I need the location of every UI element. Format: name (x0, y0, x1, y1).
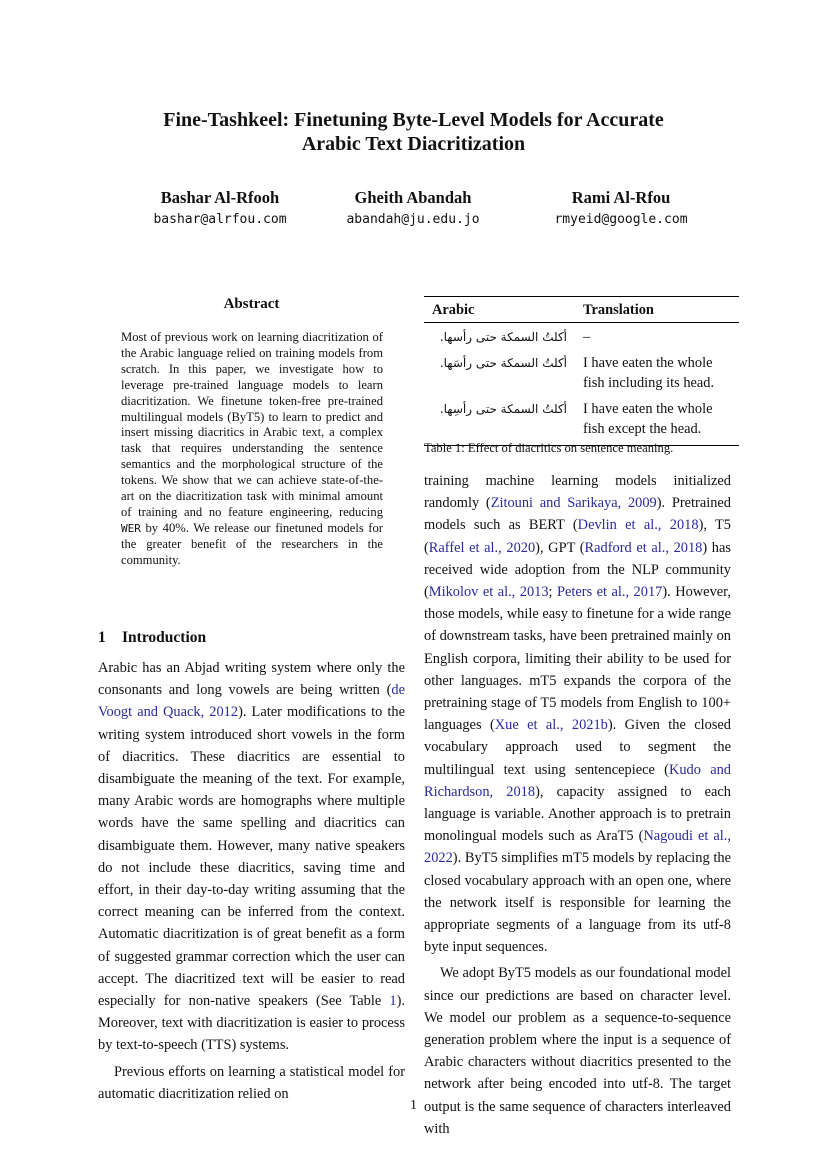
paper-title (60, 108, 767, 156)
citation-link[interactable]: Kudo and Richardson, 2018 (424, 761, 731, 800)
text-run: ). Later modifications to the writing system introduced short vowels in the form of diacritics. These diacritics are essential to disambiguate the meaning of the text. For example, many Arabic words are homographs where multiple words have the same spelling and diacritics can disambiguate them. However, many native speakers do not include these diacritics, saving time and effort, in their day-to-day writing assuming that the correct meaning can be inferred from the context. Automatic diacritization is of great benefit as a form of suggested grammar correction which the user can accept. The diacritized text will be easier to read especially for non-native speakers (See Table (98, 704, 405, 1010)
table-header-row (424, 297, 739, 323)
abstract-text-part: Most of previous work on learning diacritization of the Arabic language relied on training models from scratch. In this paper, we investigate how to leverage pre-trained language models to learn diacritization. We finetune token-free pre-trained multilingual models (ByT5) to learn to predict and insert missing diacritics in Arabic text, a complex task that requires understanding the sentence semantics and the morphological structure of the tokens. We show that we can achieve state-of-the-art on the diacritization task with minimal amount of training and no feature engineering, reducing (121, 330, 383, 519)
text-run: ). ByT5 simplifies mT5 models by replacing the closed vocabulary approach with an open one, where the network itself is responsible for learning the appropriate segments of a language from its utf-8 byte input sequences. (424, 850, 731, 956)
page-number: 1 (410, 1098, 417, 1113)
citation-link[interactable]: de Voogt and Quack, 2012 (98, 682, 405, 721)
paper-title-line2: Arabic Text Diacritization (301, 133, 526, 155)
wer-token: WER (121, 521, 141, 535)
author-2 (313, 187, 513, 231)
citation-link[interactable]: Raffel et al., 2020 (428, 539, 536, 556)
author-name: Gheith Abandah (354, 188, 472, 207)
arabic-cell: أكلتُ السمكة حتى رأسِها. (424, 395, 575, 446)
citation-link[interactable]: Nagoudi et al., 2022 (424, 828, 731, 867)
author-3 (521, 187, 721, 231)
author-email: rmyeid@google.com (554, 212, 688, 227)
text-run: training machine learning models initialized randomly ( (424, 473, 731, 512)
left-column-body (98, 657, 405, 1105)
table-header-arabic: Arabic (424, 297, 575, 323)
section-number: 1 (98, 629, 106, 646)
text-run: ), T5 ( (424, 517, 731, 556)
right-paragraph-1 (424, 470, 731, 958)
author-name: Rami Al-Rfou (571, 188, 671, 207)
text-run: ). Pretrained models such as BERT ( (424, 495, 732, 534)
table-caption: Table 1: Effect of diacritics on sentence meaning. (424, 441, 674, 455)
text-run: ), capacity assigned to each language is variable. Another approach is to pretrain monolingual models such as AraT5 ( (424, 783, 732, 845)
translation-cell: I have eaten the whole fish except the head. (575, 395, 739, 446)
citation-link[interactable]: Mikolov et al., 2013 (428, 584, 549, 601)
text-run: ) has received wide adoption from the NLP community ( (424, 539, 731, 601)
paper-title-line1: Fine-Tashkeel: Finetuning Byte-Level Models for Accurate (163, 109, 664, 131)
citation-link[interactable]: Devlin et al., 2018 (577, 517, 699, 534)
translation-cell: I have eaten the whole fish including its head. (583, 355, 715, 391)
intro-paragraph-1 (98, 657, 405, 1057)
text-run: ), GPT ( (535, 539, 585, 556)
citation-link[interactable]: Zitouni and Sarikaya, 2009 (490, 495, 657, 512)
translation-cell: – (583, 329, 591, 345)
arabic-cell: أكلتُ السمكة حتى رأسَها. (439, 356, 567, 370)
text-run: ). Moreover, text with diacritization is easier to process by text-to-speech (TTS) systems. (98, 993, 405, 1054)
table-row (424, 323, 739, 350)
citation-link[interactable]: Peters et al., 2017 (557, 584, 663, 601)
abstract-text (121, 330, 383, 569)
table-ref-link[interactable]: 1 (389, 993, 397, 1010)
right-paragraph-2: We adopt ByT5 models as our foundational model since our predictions are based on character level. We model our problem as a sequence-to-sequence generation problem where the input is a sequence of Arabic characters without diacritics presented to the network after being encoded into utf-8. The target output is the same sequence of characters interleaved with (424, 965, 731, 1137)
arabic-cell: أكلتُ السمكة حتى رأسها. (439, 330, 567, 344)
author-email: bashar@alrfou.com (153, 212, 287, 227)
text-run: ). However, those models, while easy to finetune for a wide range of downstream tasks, have been pretrained mainly on English corpora, limiting their ability to be used for other languages. mT5 expands the corpora of the pretraining stage of T5 models from English to 100+ languages ( (424, 584, 731, 734)
citation-link[interactable]: Radford et al., 2018 (584, 539, 703, 556)
citation-link[interactable]: Xue et al., 2021b (494, 717, 608, 734)
abstract-text-part: by 40%. We release our finetuned models for the greater benefit of the researchers in the community. (121, 520, 383, 567)
table-1 (424, 296, 739, 446)
section-title: Introduction (122, 629, 207, 646)
text-run: ). Given the closed vocabulary approach used to segment the multilingual text using sentencepiece ( (424, 717, 732, 778)
text-run: ; (548, 584, 558, 601)
right-column-body (424, 470, 731, 1140)
author-1 (120, 187, 320, 231)
author-email: abandah@ju.edu.jo (346, 212, 480, 227)
author-name: Bashar Al-Rfooh (160, 188, 280, 207)
table-header-translation: Translation (575, 297, 739, 323)
text-run: Arabic has an Abjad writing system where only the consonants and long vowels are being written ( (98, 660, 405, 699)
intro-paragraph-2: Previous efforts on learning a statistical model for automatic diacritization relied on (98, 1063, 405, 1102)
section-heading-introduction (98, 629, 206, 647)
abstract-heading: Abstract (223, 296, 280, 312)
table-row (424, 395, 739, 446)
table-row (424, 349, 739, 395)
